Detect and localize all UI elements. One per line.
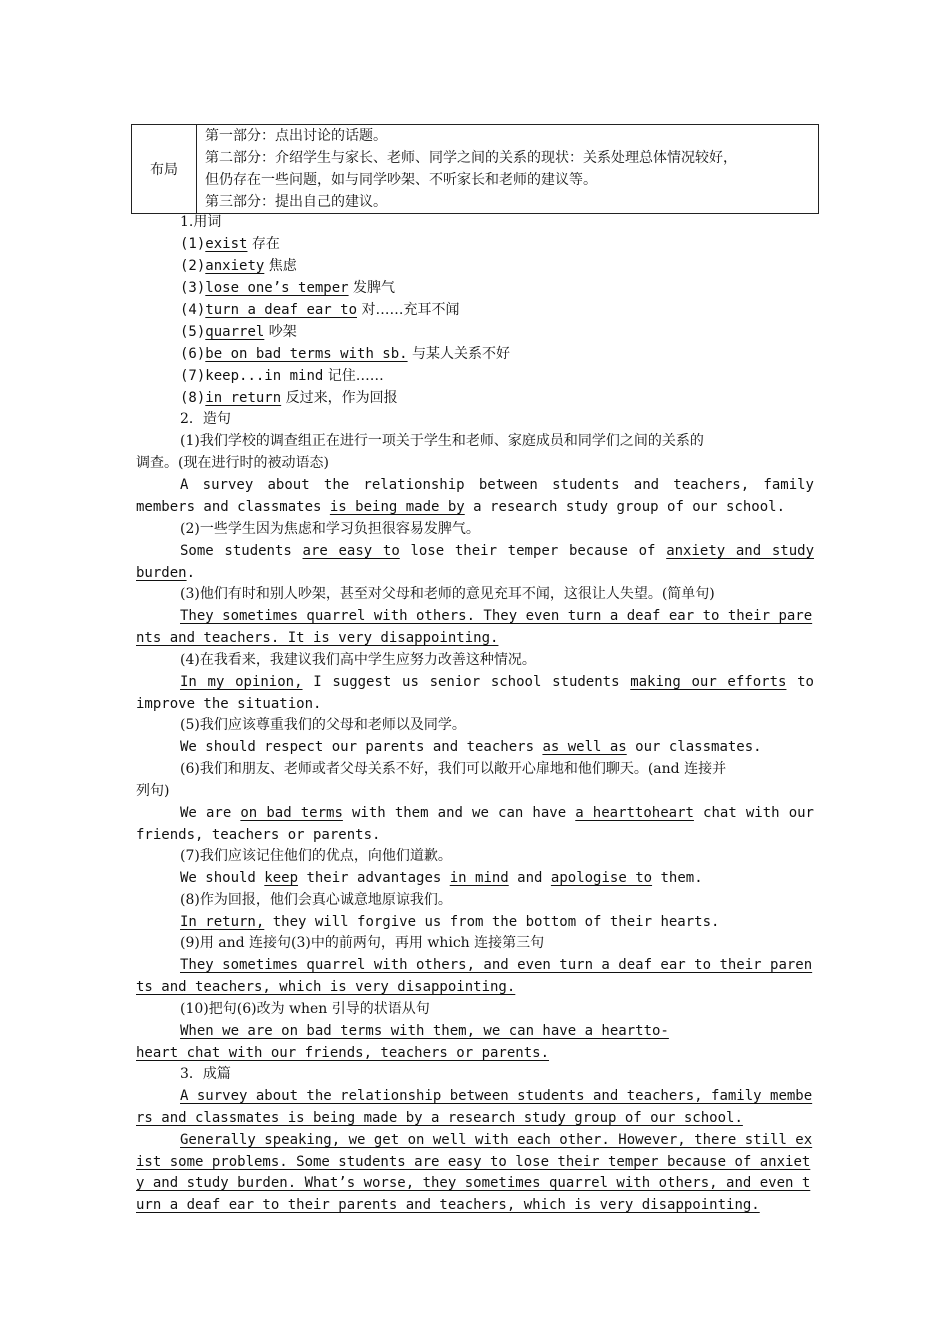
- layout-content: [197, 125, 819, 214]
- essay-p1-line-1: A survey about the relationship between students and teachers, family membe: [180, 1088, 813, 1104]
- question-10: (10)把句(6)改为 when 引导的状语从句: [180, 1001, 430, 1017]
- question-9: (9)用 and 连接句(3)中的前两句，再用 which 连接第三句: [180, 935, 545, 951]
- answer-6-line-1: We are on bad terms with them and we can have a hearttoheart chat with our: [180, 805, 814, 821]
- layout-table: [131, 124, 819, 214]
- essay-p2-line-1: Generally speaking, we get on well with each other. However, there still ex: [180, 1132, 813, 1148]
- question-6-line-1: (6)我们和朋友、老师或者父母关系不好，我们可以敞开心扉地和他们聊天。(and 连接并: [180, 761, 727, 777]
- section-3-heading: 3．成篇: [180, 1066, 231, 1082]
- answer-2-line-2: burden.: [136, 565, 196, 581]
- section-2-heading: 2．造句: [180, 411, 231, 427]
- answer-9-line-1: They sometimes quarrel with others, and even turn a deaf ear to their paren: [180, 957, 813, 973]
- answer-2-line-1: Some students are easy to lose their temper because of anxiety and study: [180, 543, 814, 559]
- question-8: (8)作为回报，他们会真心诚意地原谅我们。: [180, 892, 452, 908]
- answer-1-line-1: A survey about the relationship between students and teachers, family: [180, 477, 814, 493]
- answer-1-line-2: members and classmates is being made by a research study group of our school.: [136, 499, 786, 515]
- answer-10-line-1: When we are on bad terms with them, we can have a heartto-: [180, 1023, 669, 1039]
- answer-6-line-2: friends, teachers or parents.: [136, 827, 381, 843]
- vocab-item-3: (3)lose one’s temper 发脾气: [180, 280, 396, 296]
- question-7: (7)我们应该记住他们的优点，向他们道歉。: [180, 848, 452, 864]
- question-5: (5)我们应该尊重我们的父母和老师以及同学。: [180, 717, 466, 733]
- answer-10-line-2: heart chat with our friends, teachers or parents.: [136, 1045, 550, 1061]
- essay-p2-line-2: ist some problems. Some students are easy to lose their temper because of anxiet: [136, 1154, 811, 1170]
- question-2: (2)一些学生因为焦虑和学习负担很容易发脾气。: [180, 521, 480, 537]
- question-1-line-1: (1)我们学校的调查组正在进行一项关于学生和老师、家庭成员和同学们之间的关系的: [180, 433, 704, 449]
- answer-8: In return, they will forgive us from the bottom of their hearts.: [180, 914, 720, 930]
- answer-7: We should keep their advantages in mind and apologise to them.: [180, 870, 703, 886]
- layout-row-4: 第三部分：提出自己的建议。: [205, 194, 387, 210]
- answer-3-line-1: They sometimes quarrel with others. They even turn a deaf ear to their pare: [180, 608, 813, 624]
- layout-row-1: 第一部分：点出讨论的话题。: [205, 128, 387, 144]
- answer-4-line-2: improve the situation.: [136, 696, 322, 712]
- layout-label: 布局: [132, 125, 197, 214]
- question-3: (3)他们有时和别人吵架，甚至对父母和老师的意见充耳不闻，这很让人失望。(简单句): [180, 586, 715, 602]
- vocab-item-1: (1)exist 存在: [180, 236, 280, 252]
- answer-9-line-2: ts and teachers, which is very disappointing.: [136, 979, 516, 995]
- vocab-item-2: (2)anxiety 焦虑: [180, 258, 297, 274]
- vocab-item-7: (7)keep...in mind 记住……: [180, 368, 384, 384]
- answer-4-line-1: In my opinion, I suggest us senior school students making our efforts to: [180, 674, 814, 690]
- question-1-line-2: 调查。(现在进行时的被动语态): [136, 455, 329, 471]
- vocab-item-5: (5)quarrel 吵架: [180, 324, 297, 340]
- section-1-heading: 1.用词: [180, 214, 222, 230]
- vocab-item-6: (6)be on bad terms with sb. 与某人关系不好: [180, 346, 511, 362]
- essay-p1-line-2: rs and classmates is being made by a research study group of our school.: [136, 1110, 743, 1126]
- question-4: (4)在我看来，我建议我们高中学生应努力改善这种情况。: [180, 652, 536, 668]
- answer-5: We should respect our parents and teachers as well as our classmates.: [180, 739, 762, 755]
- question-6-line-2: 列句): [136, 783, 170, 799]
- vocab-item-8: (8)in return 反过来，作为回报: [180, 390, 398, 406]
- vocab-item-4: (4)turn a deaf ear to 对……充耳不闻: [180, 302, 460, 318]
- answer-3-line-2: nts and teachers. It is very disappointing.: [136, 630, 499, 646]
- layout-row-3: 但仍存在一些问题，如与同学吵架、不听家长和老师的建议等。: [205, 172, 597, 188]
- layout-row-2: 第二部分：介绍学生与家长、老师、同学之间的关系的现状：关系处理总体情况较好，: [205, 150, 737, 166]
- essay-p2-line-3: y and study burden. What’s worse, they sometimes quarrel with others, and even t: [136, 1175, 811, 1191]
- essay-p2-line-4: urn a deaf ear to their parents and teachers, which is very disappointing.: [136, 1197, 760, 1213]
